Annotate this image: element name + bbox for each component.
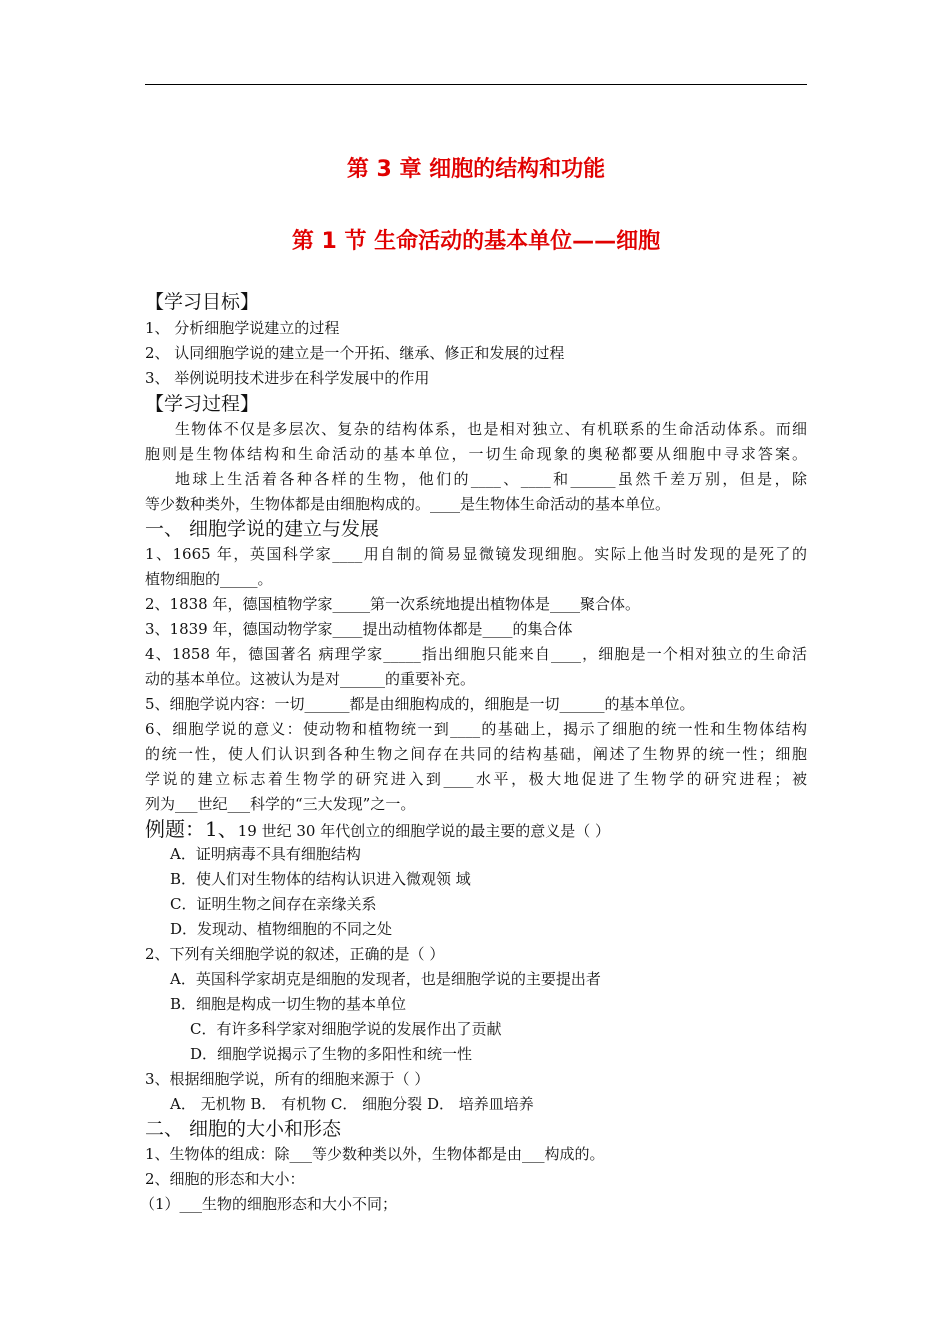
section1-line: 3、1839 年，德国动物学家____提出动植物体都是____的集合体: [145, 620, 573, 638]
goal-item: 3、 举例说明技术进步在科学发展中的作用: [145, 369, 430, 387]
goals-heading: 【学习目标】: [145, 291, 260, 313]
intro-line: 等少数种类外，生物体都是由细胞构成的。____是生物体生命活动的基本单位。: [145, 495, 671, 513]
header-rule: [145, 84, 807, 85]
example-2-option: A．英国科学家胡克是细胞的发现者，也是细胞学说的主要提出者: [170, 970, 601, 988]
section1-line: 的统一性，使人们认识到各种生物之间存在共同的结构基础，阐述了生物界的统一性；细胞: [145, 745, 807, 763]
goal-item: 2、 认同细胞学说的建立是一个开拓、继承、修正和发展的过程: [145, 344, 565, 362]
example-1-option: C．证明生物之间存在亲缘关系: [170, 895, 377, 913]
chapter-title: 第 3 章 细胞的结构和功能: [346, 157, 606, 182]
section1-line: 5、细胞学说内容：一切______都是由细胞构成的，细胞是一切______的基本单位。: [145, 695, 695, 713]
intro-line: 胞则是生物体结构和生命活动的基本单位，一切生命现象的奥秘都要从细胞中寻求答案。: [145, 445, 807, 463]
example-1-line: [145, 817, 807, 844]
process-heading: 【学习过程】: [145, 393, 260, 415]
section1-line: 4、1858 年，德国著名 病理学家_____指出细胞只能来自____，细胞是一个相对独立的生命活: [145, 645, 807, 663]
example-1-stem: 19 世纪 30 年代创立的细胞学说的最主要的意义是（ ）: [237, 822, 610, 840]
section1-line: 学说的建立标志着生物学的研究进入到____水平，极大地促进了生物学的研究进程；被: [145, 770, 807, 788]
section2-heading: 二、 细胞的大小和形态: [145, 1118, 342, 1140]
section1-line: 1、1665 年，英国科学家____用自制的简易显微镜发现细胞。实际上他当时发现的是死了的: [145, 545, 807, 563]
example-3-options: A． 无机物 B． 有机物 C． 细胞分裂 D． 培养皿培养: [170, 1095, 534, 1113]
section2-line: 2、细胞的形态和大小：: [145, 1170, 305, 1188]
intro-line: 生物体不仅是多层次、复杂的结构体系，也是相对独立、有机联系的生命活动体系。而细: [175, 420, 807, 438]
example-2-option: C．有许多科学家对细胞学说的发展作出了贡献: [190, 1020, 502, 1038]
section1-line: 动的基本单位。这被认为是对______的重要补充。: [145, 670, 476, 688]
example-1-number: 1、: [205, 817, 238, 841]
section1-heading: 一、 细胞学说的建立与发展: [145, 518, 380, 540]
section1-line: 6、细胞学说的意义：使动物和植物统一到____的基础上，揭示了细胞的统一性和生物体结构: [145, 720, 807, 738]
section1-line: 2、1838 年，德国植物学家_____第一次系统地提出植物体是____聚合体。: [145, 595, 640, 613]
section1-line: 列为___世纪___科学的“三大发现”之一。: [145, 795, 416, 813]
section2-line: 1、生物体的组成：除___等少数种类以外，生物体都是由___构成的。: [145, 1145, 605, 1163]
examples-label: 例题：: [145, 817, 205, 841]
section-title: 第 1 节 生命活动的基本单位——细胞: [291, 229, 661, 254]
example-1-option: B．使人们对生物体的结构认识进入微观领 域: [170, 870, 471, 888]
example-1-option: A．证明病毒不具有细胞结构: [170, 845, 361, 863]
section2-line: （1）___生物的细胞形态和大小不同；: [140, 1195, 398, 1213]
intro-line: 地球上生活着各种各样的生物，他们的____、____和______虽然千差万别，但是，除: [175, 470, 807, 488]
example-1-option: D．发现动、植物细胞的不同之处: [170, 920, 393, 938]
example-2-option: D．细胞学说揭示了生物的多阳性和统一性: [190, 1045, 473, 1063]
goal-item: 1、 分析细胞学说建立的过程: [145, 319, 340, 337]
example-2-stem: 2、下列有关细胞学说的叙述，正确的是（ ）: [145, 945, 445, 963]
example-3-stem: 3、根据细胞学说，所有的细胞来源于（ ）: [145, 1070, 430, 1088]
section1-line: 植物细胞的_____。: [145, 570, 273, 588]
example-2-option: B．细胞是构成一切生物的基本单位: [170, 995, 407, 1013]
